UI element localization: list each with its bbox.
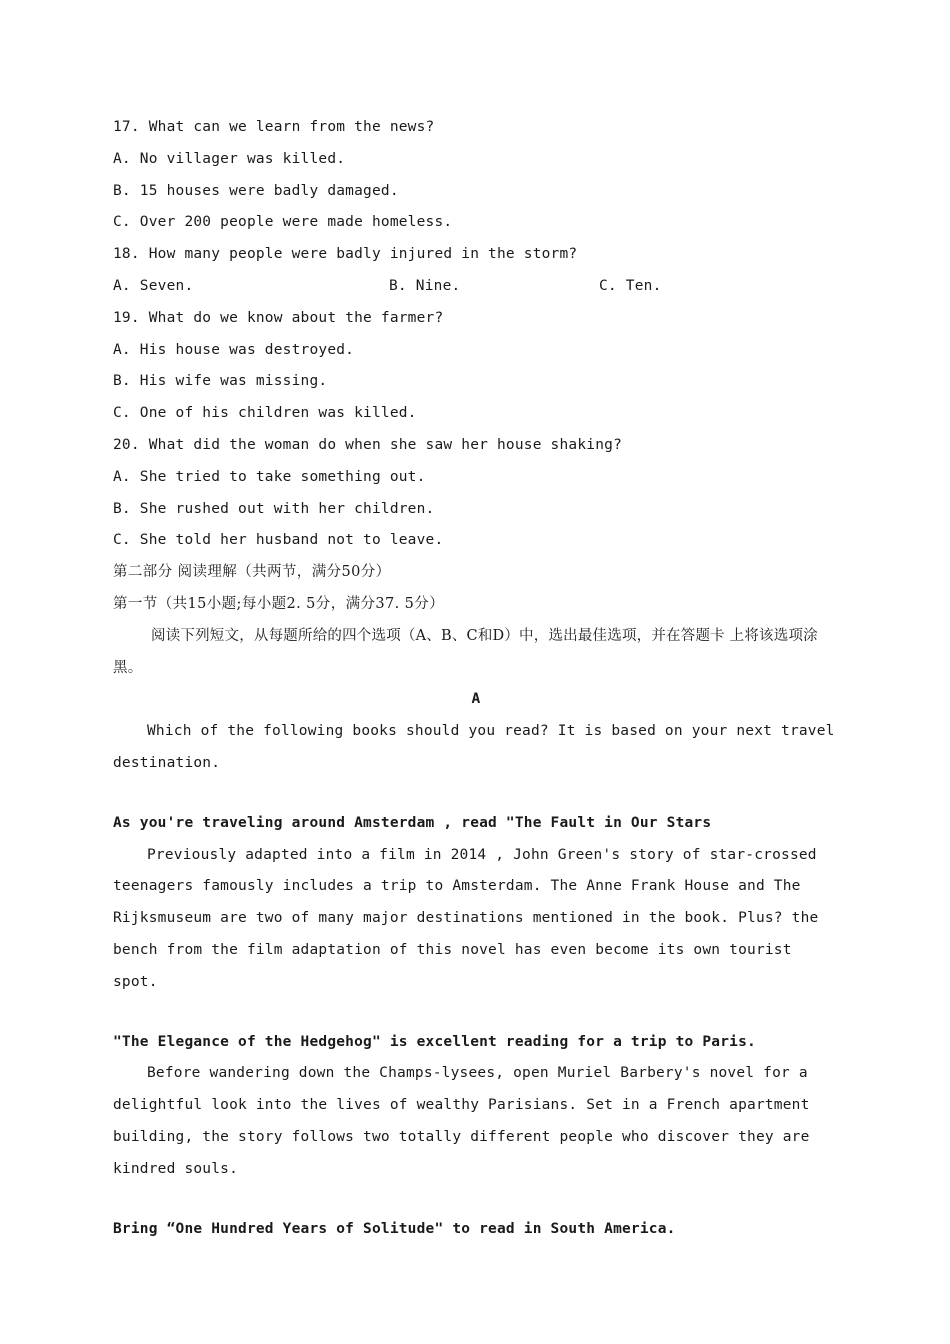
question-20-option-b: B. She rushed out with her children. xyxy=(113,500,435,517)
passage-label: A xyxy=(471,691,481,708)
question-20-option-a: A. She tried to take something out. xyxy=(113,468,426,485)
question-20-stem: 20. What did the woman do when she saw her house shaking? xyxy=(113,436,622,453)
question-17-option-b: B. 15 houses were badly damaged. xyxy=(113,182,399,199)
reading-instructions: 阅读下列短文，从每题所给的四个选项（A、B、C和D）中，选出最佳选项，并在答题卡 上将该选项涂黑。 xyxy=(113,627,818,676)
question-18-option-c: C. Ten. xyxy=(599,277,662,294)
book-2-heading: "The Elegance of the Hedgehog" is excellent reading for a trip to Paris. xyxy=(113,1033,756,1050)
section-one-title: 第一节（共15小题;每小题2. 5分，满分37. 5分） xyxy=(113,595,445,612)
question-19-option-c: C. One of his children was killed. xyxy=(113,405,417,422)
book-2-body: Before wandering down the Champs-lysees, open Muriel Barbery's novel for a delightful look into the lives of wealthy Parisians. Set in a French apartment building, the story follows two totally different people who discover they are kindred souls. xyxy=(113,1065,810,1177)
book-3-heading: Bring “One Hundred Years of Solitude" to read in South America. xyxy=(113,1220,676,1237)
exam-page xyxy=(113,112,839,1245)
question-19-option-b: B. His wife was missing. xyxy=(113,373,328,390)
book-1-heading: As you're traveling around Amsterdam , read "The Fault in Our Stars xyxy=(113,814,712,831)
question-18-option-b: B. Nine. xyxy=(389,277,461,294)
question-18-option-a: A. Seven. xyxy=(113,277,194,294)
question-18-options xyxy=(113,271,839,303)
book-1-body: Previously adapted into a film in 2014 , John Green's story of star-crossed teenagers famously includes a trip to Amsterdam. The Anne Frank House and The Rijksmuseum are two of many major destinations mentioned in the book. Plus? the bench from the film adaptation of this novel has even become its own tourist spot. xyxy=(113,846,819,990)
question-19-option-a: A. His house was destroyed. xyxy=(113,341,355,358)
question-17-stem: 17. What can we learn from the news? xyxy=(113,119,435,135)
question-19-stem: 19. What do we know about the farmer? xyxy=(113,309,444,326)
part-two-title: 第二部分 阅读理解（共两节，满分50分） xyxy=(113,564,391,581)
question-17-option-c: C. Over 200 people were made homeless. xyxy=(113,214,453,231)
question-20-option-c: C. She told her husband not to leave. xyxy=(113,532,444,549)
question-17-option-a: A. No villager was killed. xyxy=(113,150,346,167)
question-18-stem: 18. How many people were badly injured in the storm? xyxy=(113,246,578,263)
passage-intro: Which of the following books should you read? It is based on your next travel destination. xyxy=(113,723,835,771)
